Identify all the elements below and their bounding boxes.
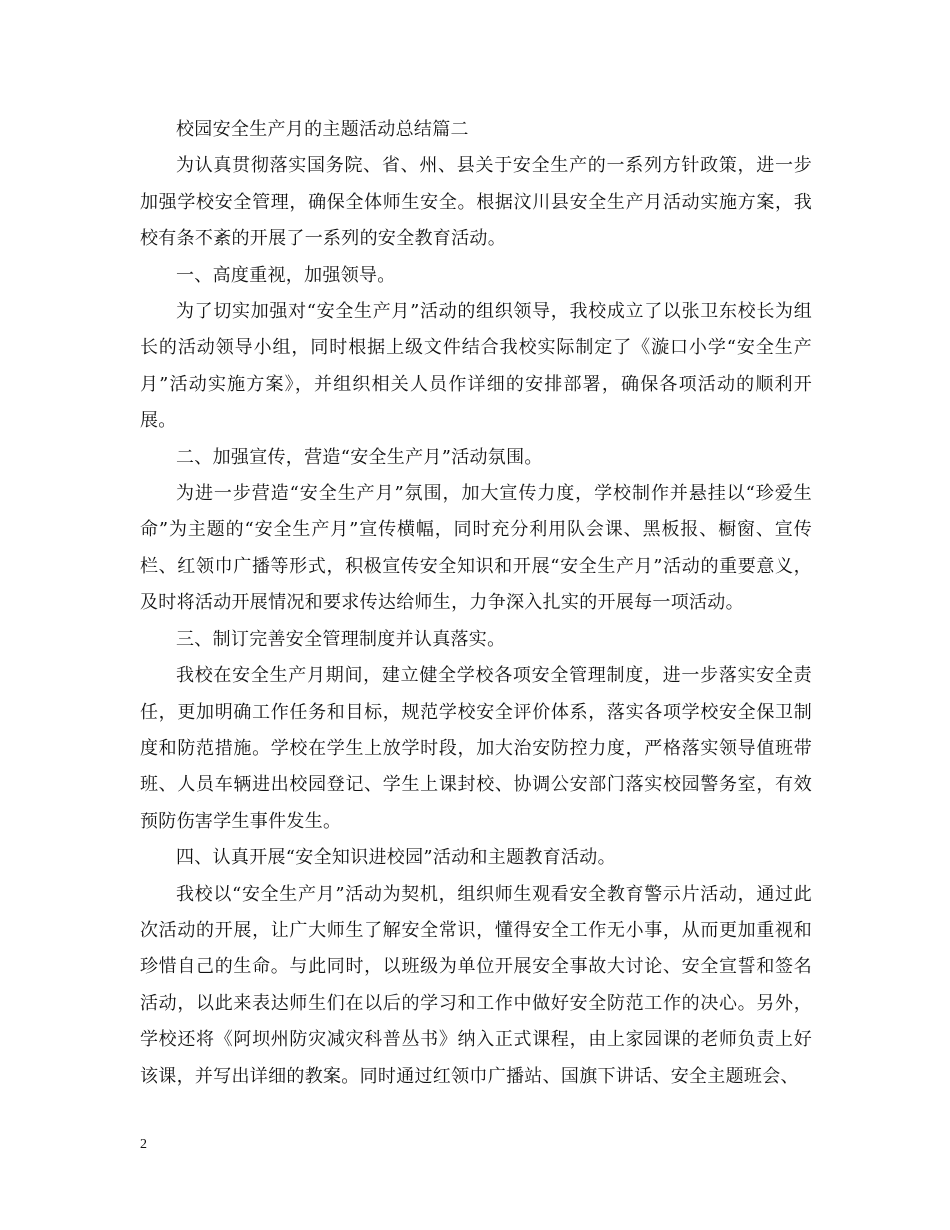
section-heading-4: 四、认真开展“安全知识进校园”活动和主题教育活动。 (176, 847, 616, 869)
paragraph-section-1: 为了切实加强对“安全生产月”活动的组织领导，我校成立了以张卫东校长为组长的活动领导小组，同时根据上级文件结合我校实际制定了《漩口小学“安全生产月”活动实施方案》，并组织相关人员作详细的安排部署，确保各项活动的顺利开展。 (140, 301, 812, 432)
paragraph-section-3: 我校在安全生产月期间，建立健全学校各项安全管理制度，进一步落实安全责任，更加明确工作任务和目标，规范学校安全评价体系，落实各项学校安全保卫制度和防范措施。学校在学生上放学时段，加大治安防控力度，严格落实领导值班带班、人员车辆进出校园登记、学生上课封校、协调公安部门落实校园警务室，有效预防伤害学生事件发生。 (140, 665, 812, 832)
section-heading-3: 三、制订完善安全管理制度并认真落实。 (176, 628, 506, 650)
paragraph-section-2: 为进一步营造“安全生产月”氛围，加大宣传力度，学校制作并悬挂以“珍爱生命”为主题的“安全生产月”宣传横幅，同时充分利用队会课、黑板报、橱窗、宣传栏、红领巾广播等形式，积极宣传安全知识和开展“安全生产月”活动的重要意义，及时将活动开展情况和要求传达给师生，力争深入扎实的开展每一项活动。 (140, 483, 812, 614)
document-body (140, 112, 812, 1095)
document-title: 校园安全生产月的主题活动总结篇二 (176, 119, 469, 140)
paragraph-section-4: 我校以“安全生产月”活动为契机，组织师生观看安全教育警示片活动，通过此次活动的开展，让广大师生了解安全常识，懂得安全工作无小事，从而更加重视和珍惜自己的生命。与此同时，以班级为单位开展安全事故大讨论、安全宣誓和签名活动，以此来表达师生们在以后的学习和工作中做好安全防范工作的决心。另外，学校还将《阿坝州防灾减灾科普丛书》纳入正式课程，由上家园课的老师负责上好该课，并写出详细的教案。同时通过红领巾广播站、国旗下讲话、安全主题班会、 (140, 883, 812, 1087)
section-heading-2: 二、加强宣传，营造“安全生产月”活动氛围。 (176, 446, 543, 468)
paragraph-intro: 为认真贯彻落实国务院、省、州、县关于安全生产的一系列方针政策，进一步加强学校安全管理，确保全体师生安全。根据汶川县安全生产月活动实施方案，我校有条不紊的开展了一系列的安全教育活动。 (140, 155, 812, 250)
page-number: 2 (140, 1137, 147, 1152)
section-heading-1: 一、高度重视，加强领导。 (176, 264, 396, 286)
